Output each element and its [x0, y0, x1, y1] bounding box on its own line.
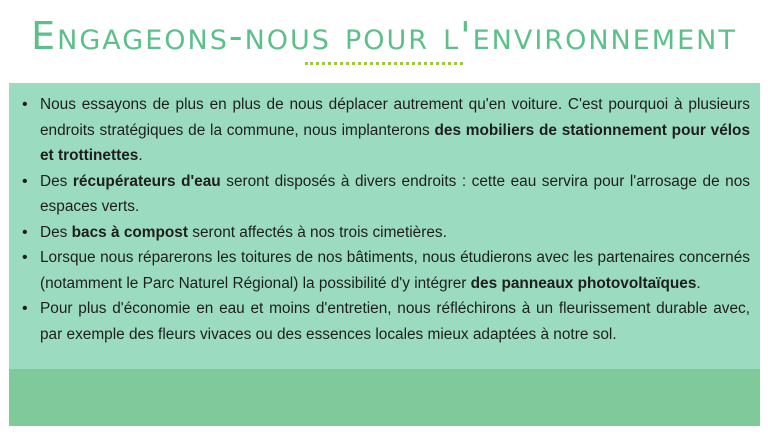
bullet-text: . [696, 274, 701, 292]
list-item-water-collectors [22, 169, 750, 220]
bullet-text: seront disposés à divers endroits : cette eau servira pour l'arrosage de nos espaces verts. [40, 172, 750, 215]
bullet-text: seront affectés à nos trois cimetières. [187, 223, 447, 241]
list-item-bike-parking [22, 92, 750, 169]
bullet-emphasis: des panneaux photovoltaïques [470, 274, 697, 292]
bullet-text: Nous essayons de plus en plus de nous déplacer autrement qu'en voiture. C'est pourquoi à plusieurs endroits stratégiques de la commune, nous implanterons [40, 96, 750, 139]
bullet-text: Des [40, 172, 73, 190]
page-title: Engageons-nous pour l'environnement [31, 14, 737, 58]
bullet-text: Pour plus d'économie en eau et moins d'entretien, nous réfléchirons à un fleurissement durable avec, par exemple des fleurs vivaces ou des essences locales mieux adaptées à notre sol. [40, 300, 750, 343]
bullet-emphasis: bacs à compost [71, 223, 188, 241]
bullet-list [22, 92, 750, 347]
footer-band [9, 369, 760, 426]
title-dotted-underline [305, 62, 463, 65]
bullet-emphasis: des mobiliers de stationnement pour vélos et trottinettes [40, 121, 751, 164]
list-item-compost-bins [22, 220, 750, 246]
list-item-sustainable-flowering [22, 296, 750, 347]
bullet-text: Des [40, 223, 72, 241]
list-item-solar-panels [22, 245, 750, 296]
bullet-text: Lorsque nous réparerons les toitures de nos bâtiments, nous étudierons avec les partenaires concernés (notamment le Parc Naturel Régional) la possibilité d'y intégrer [40, 249, 750, 292]
bullet-emphasis: récupérateurs d'eau [72, 172, 221, 190]
bullet-text: . [138, 147, 143, 164]
